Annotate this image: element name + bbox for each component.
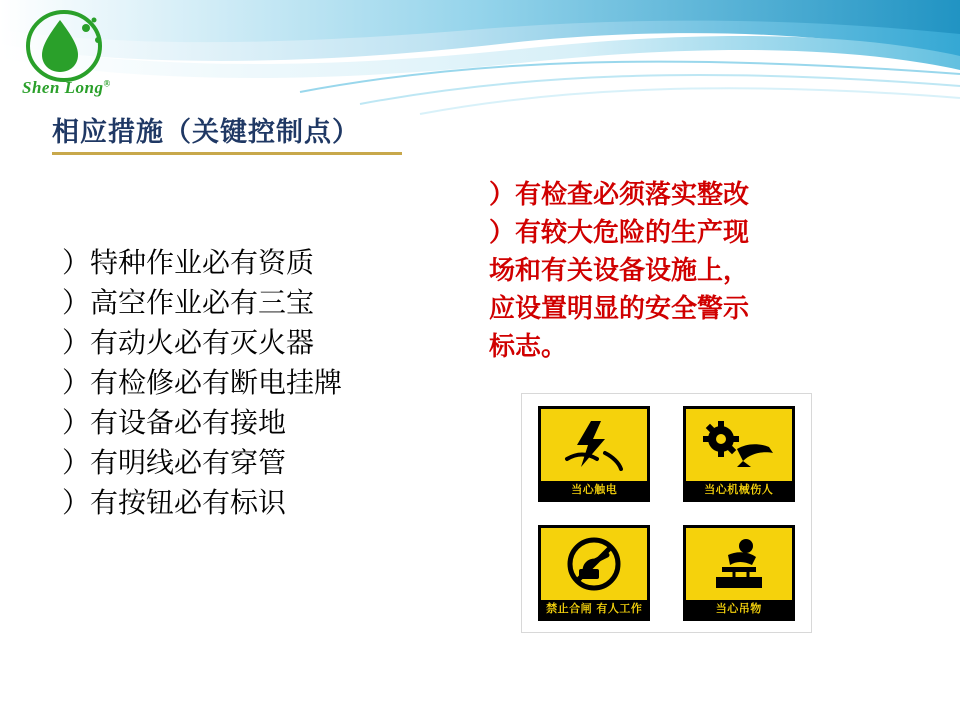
page-title: 相应措施（关键控制点）	[52, 117, 360, 148]
right-highlight-text	[489, 176, 849, 366]
sign-caption: 禁止合闸 有人工作	[541, 600, 647, 618]
list-item: ）有明线必有穿管	[62, 446, 287, 479]
warning-sign	[683, 406, 795, 502]
warning-sign	[538, 525, 650, 621]
machine-injury-icon	[686, 409, 792, 481]
text-line: 标志。	[489, 332, 568, 362]
safety-signs-image	[521, 393, 812, 633]
text-line: ）有检查必须落实整改	[489, 180, 750, 210]
title-underline	[52, 152, 402, 155]
sign-cell	[667, 513, 812, 632]
list-item: ）有设备必有接地	[62, 406, 287, 439]
sign-caption: 当心吊物	[686, 600, 792, 618]
list-item: ）有检修必有断电挂牌	[62, 366, 343, 399]
left-measures-list	[62, 243, 462, 523]
logo-wordmark	[22, 78, 117, 98]
logo-wordmark-text: Shen Long	[22, 78, 104, 97]
sign-cell	[522, 394, 667, 513]
sign-cell	[522, 513, 667, 632]
electric-shock-icon	[541, 409, 647, 481]
text-line: 应设置明显的安全警示	[489, 294, 750, 324]
list-item: ）有按钮必有标识	[62, 486, 287, 519]
list-item: ）高空作业必有三宝	[62, 286, 315, 319]
sign-cell	[667, 394, 812, 513]
header-decoration	[0, 0, 960, 120]
sign-caption: 当心触电	[541, 481, 647, 499]
text-line: 场和有关设备设施上，	[489, 256, 750, 286]
list-item: ）有动火必有灭火器	[62, 326, 315, 359]
logo-registered-mark: ®	[103, 78, 111, 89]
no-switching-on-icon	[541, 528, 647, 600]
warning-sign	[683, 525, 795, 621]
text-line: ）有较大危险的生产现	[489, 218, 750, 248]
warning-sign	[538, 406, 650, 502]
list-item: ）特种作业必有资质	[62, 246, 315, 279]
sign-caption: 当心机械伤人	[686, 481, 792, 499]
falling-load-icon	[686, 528, 792, 600]
